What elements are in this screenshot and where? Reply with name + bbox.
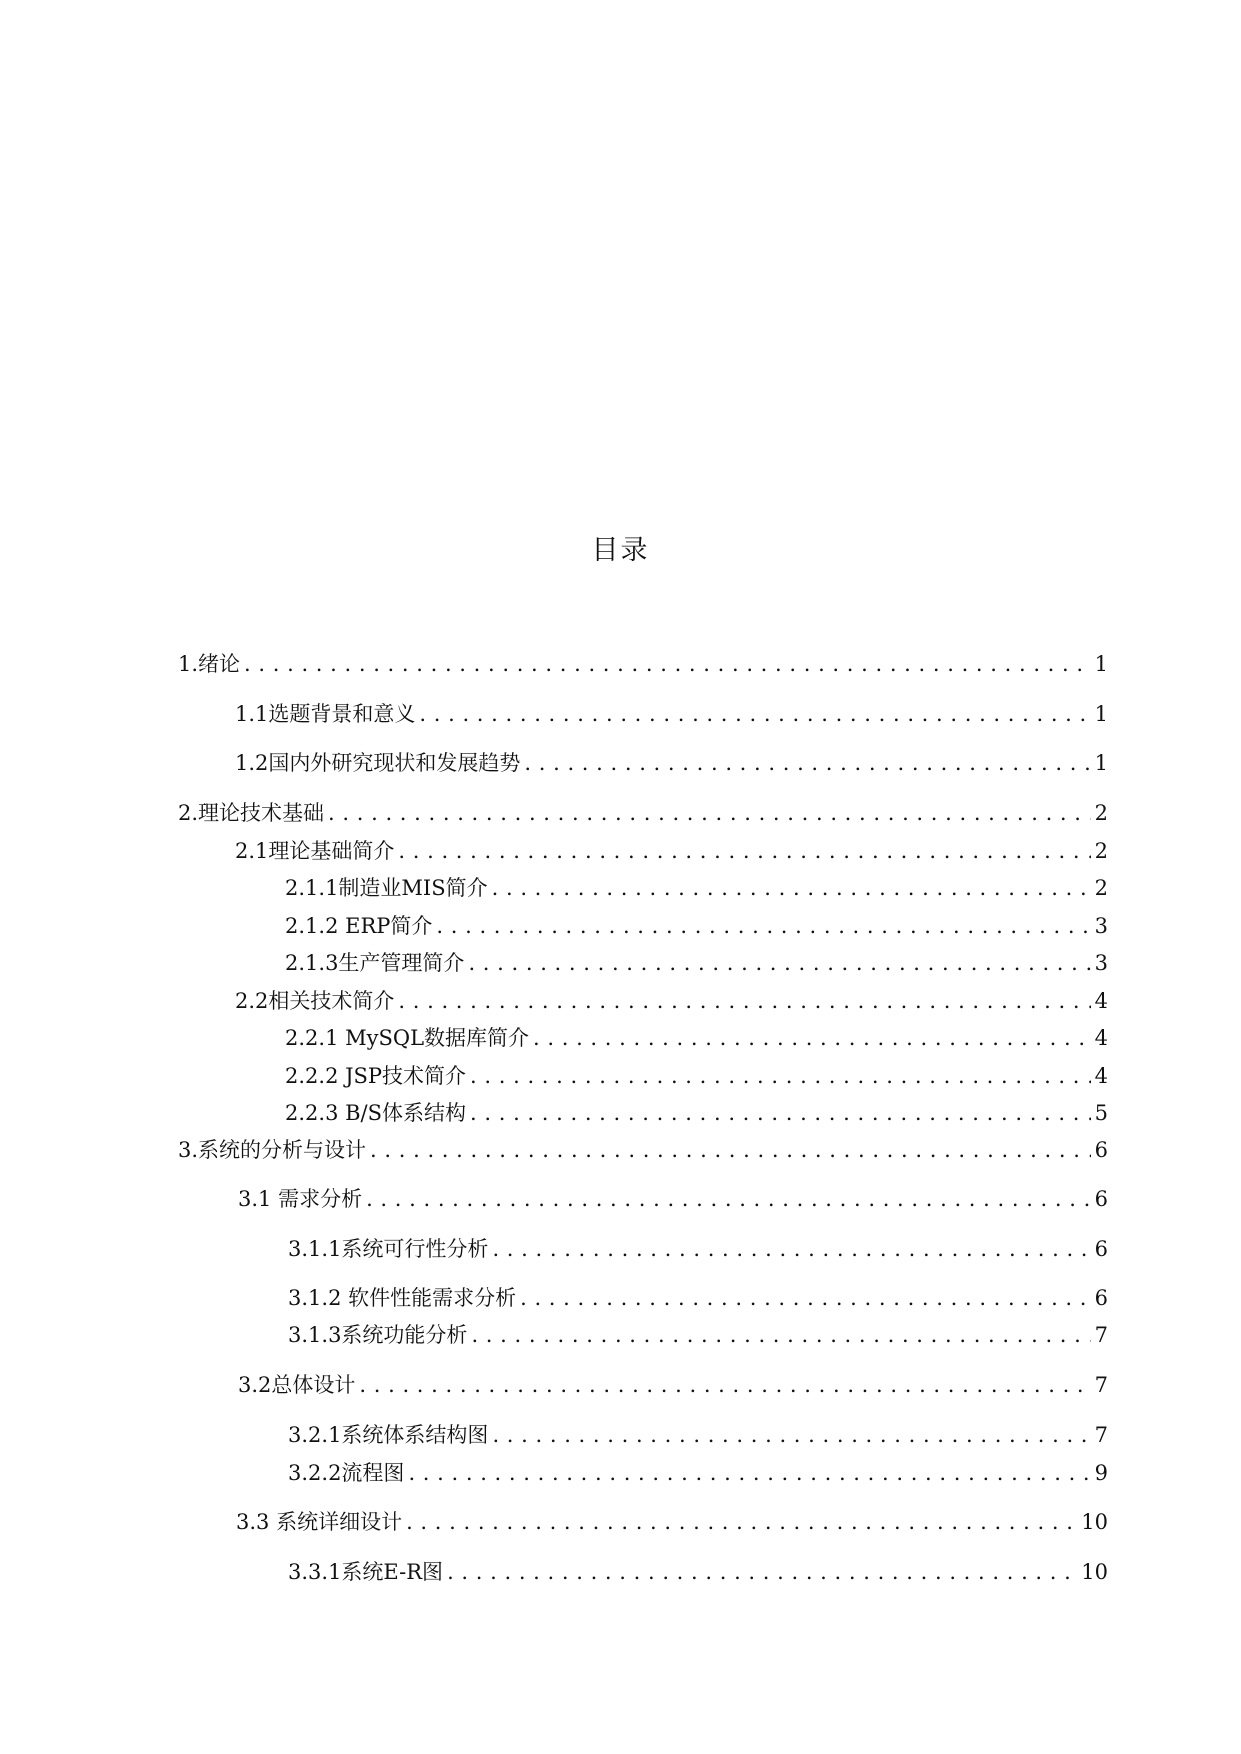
toc-entry-page: 6 bbox=[1094, 1286, 1108, 1310]
toc-dot-leader bbox=[359, 1372, 1090, 1398]
toc-entry-label: 2.2.3 B/S体系结构 bbox=[285, 1101, 467, 1125]
toc-entry-page: 10 bbox=[1081, 1560, 1108, 1584]
toc-dot-leader bbox=[419, 701, 1090, 727]
toc-entry[interactable] bbox=[178, 796, 1108, 826]
toc-entry-label: 1.绪论 bbox=[178, 652, 241, 676]
toc-dot-leader bbox=[492, 875, 1091, 901]
toc-dot-leader bbox=[408, 1460, 1090, 1486]
toc-dot-leader bbox=[520, 1285, 1091, 1311]
toc-entry-label: 2.1理论基础简介 bbox=[235, 839, 395, 863]
toc-entry[interactable] bbox=[285, 1096, 1108, 1126]
toc-entry-label: 2.1.3生产管理简介 bbox=[285, 951, 465, 975]
toc-entry-label: 3.1 需求分析 bbox=[238, 1187, 363, 1211]
toc-entry-label: 1.1选题背景和意义 bbox=[235, 702, 416, 726]
toc-entry-label: 2.2相关技术简介 bbox=[235, 989, 395, 1013]
toc-title: 目录 bbox=[591, 535, 650, 566]
toc-entry[interactable] bbox=[235, 984, 1108, 1014]
toc-entry[interactable] bbox=[235, 834, 1108, 864]
toc-entry[interactable] bbox=[285, 1059, 1108, 1089]
toc-entry-page: 2 bbox=[1094, 801, 1108, 825]
toc-entry[interactable] bbox=[178, 1133, 1108, 1163]
toc-dot-leader bbox=[492, 1236, 1090, 1262]
toc-entry-label: 3.2.1系统体系结构图 bbox=[288, 1423, 489, 1447]
toc-entry[interactable] bbox=[285, 1021, 1108, 1051]
toc-entry[interactable] bbox=[238, 1368, 1108, 1398]
toc-dot-leader bbox=[470, 1063, 1091, 1089]
toc-entry-label: 2.2.1 MySQL数据库简介 bbox=[285, 1026, 530, 1050]
toc-entry-page: 1 bbox=[1094, 652, 1108, 676]
toc-entry-label: 2.理论技术基础 bbox=[178, 801, 325, 825]
toc-entry[interactable] bbox=[236, 1505, 1108, 1535]
toc-entry-page: 9 bbox=[1094, 1461, 1108, 1485]
toc-entry-page: 4 bbox=[1094, 1064, 1108, 1088]
toc-entry-page: 6 bbox=[1094, 1138, 1108, 1162]
toc-entry-page: 3 bbox=[1094, 951, 1108, 975]
toc-entry-page: 6 bbox=[1094, 1187, 1108, 1211]
toc-dot-leader bbox=[406, 1509, 1077, 1535]
toc-dot-leader bbox=[447, 1559, 1077, 1585]
toc-entry-page: 6 bbox=[1094, 1237, 1108, 1261]
toc-dot-leader bbox=[398, 988, 1090, 1014]
toc-entry-page: 1 bbox=[1094, 751, 1108, 775]
toc-dot-leader bbox=[370, 1137, 1091, 1163]
toc-entry-label: 3.1.3系统功能分析 bbox=[288, 1323, 468, 1347]
toc-entry[interactable] bbox=[288, 1555, 1108, 1585]
toc-entry[interactable] bbox=[235, 697, 1108, 727]
toc-entry[interactable] bbox=[178, 647, 1108, 677]
toc-dot-leader bbox=[328, 800, 1091, 826]
toc-dot-leader bbox=[468, 950, 1090, 976]
toc-dot-leader bbox=[471, 1322, 1090, 1348]
toc-entry-page: 10 bbox=[1081, 1510, 1108, 1534]
toc-dot-leader bbox=[398, 838, 1090, 864]
toc-entry-page: 1 bbox=[1094, 702, 1108, 726]
toc-entry-label: 3.3.1系统E-R图 bbox=[288, 1560, 444, 1584]
toc-entry-label: 3.2总体设计 bbox=[238, 1373, 356, 1397]
toc-dot-leader bbox=[366, 1186, 1091, 1212]
toc-entry-label: 3.1.1系统可行性分析 bbox=[288, 1237, 489, 1261]
toc-entry[interactable] bbox=[238, 1182, 1108, 1212]
toc-dot-leader bbox=[244, 651, 1091, 677]
toc-entry-label: 3.2.2流程图 bbox=[288, 1461, 405, 1485]
toc-entry-label: 2.1.2 ERP简介 bbox=[285, 914, 433, 938]
toc-entry[interactable] bbox=[288, 1418, 1108, 1448]
toc-entry[interactable] bbox=[288, 1456, 1108, 1486]
toc-dot-leader bbox=[533, 1025, 1091, 1051]
toc-entry[interactable] bbox=[288, 1232, 1108, 1262]
toc-dot-leader bbox=[470, 1100, 1091, 1126]
toc-entry-label: 2.2.2 JSP技术简介 bbox=[285, 1064, 467, 1088]
toc-entry-page: 3 bbox=[1094, 914, 1108, 938]
toc-entry-page: 2 bbox=[1094, 839, 1108, 863]
toc-entry-page: 5 bbox=[1094, 1101, 1108, 1125]
toc-entry-page: 7 bbox=[1094, 1323, 1108, 1347]
toc-entry[interactable] bbox=[288, 1318, 1108, 1348]
toc-dot-leader bbox=[436, 913, 1090, 939]
toc-entry[interactable] bbox=[288, 1281, 1108, 1311]
toc-entry-label: 3.3 系统详细设计 bbox=[236, 1510, 403, 1534]
toc-entry[interactable] bbox=[285, 946, 1108, 976]
toc-entry-page: 4 bbox=[1094, 989, 1108, 1013]
toc-entry-page: 2 bbox=[1094, 876, 1108, 900]
toc-dot-leader bbox=[524, 750, 1090, 776]
toc-dot-leader bbox=[492, 1422, 1090, 1448]
toc-entry-page: 7 bbox=[1094, 1373, 1108, 1397]
toc-entry-label: 1.2国内外研究现状和发展趋势 bbox=[235, 751, 521, 775]
toc-entry-page: 4 bbox=[1094, 1026, 1108, 1050]
toc-entry-label: 2.1.1制造业MIS简介 bbox=[285, 876, 488, 900]
toc-entry-page: 7 bbox=[1094, 1423, 1108, 1447]
toc-entry[interactable] bbox=[285, 871, 1108, 901]
toc-entry-label: 3.系统的分析与设计 bbox=[178, 1138, 367, 1162]
toc-entry[interactable] bbox=[235, 746, 1108, 776]
toc-entry[interactable] bbox=[285, 909, 1108, 939]
toc-entry-label: 3.1.2 软件性能需求分析 bbox=[288, 1286, 517, 1310]
